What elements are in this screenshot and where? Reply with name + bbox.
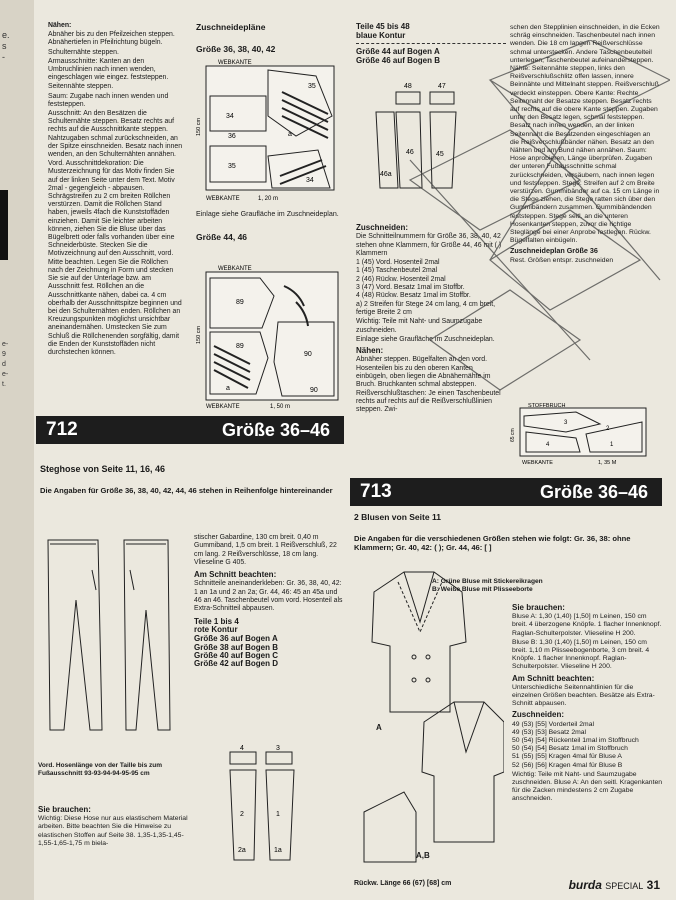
zuschneiden-45-text: Die Schnitteilnummern für Größe 36, 38, 40, 42 stehen ohne Klammern, für Größe 44, 46 mit ( ) Klammern [356, 233, 502, 257]
plan36-piece-2: 2 [606, 426, 610, 432]
section-712-sub: Die Angaben für Größe 36, 38, 40, 42, 44, 46 stehen in Reihenfolge hintereinander [40, 486, 333, 495]
713-schnitt-text: Unterschiedliche Seitennahtlinien für die einzelnen Größen beachten. Besätze als Extra-Schnitt abpausen. [512, 683, 655, 708]
naehen-45-text: Abnäher steppen. Bügelfalten an den vord. Hosenteilen bis zu den oberen Kanten einbügeln, oben liegen die Abnähernähte im Bruch. Bruchkanten schmal absteppen. Reißverschlußtaschen: Je einen Taschenbeutel rechts auf rechts auf die Reißverschlußlinien steppen. Zwi- [356, 356, 501, 414]
bogen-44: Größe 44 auf Bogen A [356, 47, 440, 56]
713-brauchen-title: Sie brauchen: [512, 603, 565, 612]
piece-45: 45 [436, 151, 444, 158]
cutting-plans-title: Zuschneidepläne [196, 22, 266, 32]
plan1-piece-35b: 35 [228, 163, 236, 170]
far-right-text: schen den Stepplinien einschneiden, in die Ecken schräg einschneiden. Taschenbeutel nach innen wenden. Die 18 cm langen Reißverschlüsse schmal unterstecken. Andere Taschenbeutelteil unterlegen, Taschenbeutel aufeinandersteppen. Nähte: Seitennähte steppen, links den Reißverschlußschlitz offen lassen, innere Beinnähte und Mittelnaht steppen. Reißverschluß verdeckt einsteppen. Obere Kante: Rechte Seitennaht der Besatze steppen. Besatz rechts auf rechts auf die obere Kante steppen. Zugaben unter den Besatz legen, schmal feststeppen. Besatz nach innen wenden, an der linken Seitennaht die Besatzenden eingeschlagen an die Reißverschlußbänder nähen. Besatz an den Nähten und am Bund nähen annähen. Saum: Hose anprobieren, Länge überprüfen. Zugaben der unteren Fußausschnitte schmal zurückschneiden, versäubern, nach innen legen und feststeppen. Stege: Streifen auf 2 cm Breite verstürzen. Gummibänder auf ca. 15 cm Länge in die Stege ziehen, die Stege ratten sich über den Gummibändern zusammen. Gummibändenden feststeppen. Stege seitl. an die unteren Hosenkanten steppen, zuvor die richtige Steglänge bei einer Anprobe festlegen. Rückw. Bügelfalten einbügeln. [510, 24, 660, 245]
712-bogen-1: Größe 36 auf Bogen A [194, 634, 278, 644]
plan2-webkante: WEBKANTE [218, 266, 252, 272]
713-brauchen-a: Bluse A: 1,30 (1,40) [1,50] m Leinen, 150 cm breit. 4 überzogene Knöpfe. 1 flacher Innenknopf. Raglan-Schulterpolster. Vlieseline H 200. [512, 613, 662, 637]
plan36-piece-4: 4 [546, 442, 550, 448]
zuschneiden-45-title: Zuschneiden: [356, 223, 409, 232]
section-713-band [350, 478, 662, 506]
712-schnitt-text: Schnitteile aneinanderkleben: Gr. 36, 38, 40, 42: 1 an 1a und 2 an 2a; Gr. 44, 46: 45 an 45a und 46 an 46. Taschenbeutel vom vord. Hosenteil als Extra-Schnitteil abpausen. [194, 580, 343, 613]
paragraph-3: Armausschnitte: Kanten an den Umbruchlinien nach innen wenden, eingeschlagen wie eingez. feststeppen. [48, 57, 169, 82]
712-material: stischer Gabardine, 130 cm breit. 0,40 m Gummiband, 1,5 cm breit. 1 Reißverschluß, 22 cm lang. 2 Reißverschlüsse, 18 cm lang. Vlieseline G 405. [194, 534, 337, 566]
712-kontur: rote Kontur [194, 624, 238, 634]
plan36-length: 1, 35 M [598, 460, 617, 466]
plan1-length: 1, 20 m [258, 196, 279, 202]
plan2-piece-89b: 89 [236, 343, 244, 350]
plan1-einlage-note: Einlage siehe Grauflächе im Zuschneideplan. [196, 210, 339, 218]
sewing-instructions-column [48, 22, 183, 358]
plan2-piece-90b: 90 [310, 387, 318, 394]
plan36-piece-1: 1 [610, 442, 614, 448]
712-brauchen-text: Wichtig: Diese Hose nur aus elastischem Material arbeiten. Bitte beachten Sie die Hinweise zu elastischen Stoffen auf Seite 38. 1,35-1,35-1,45-1,55-1,65-1,75 m biela- [38, 815, 188, 847]
plan1-sizes: Größe 36, 38, 40, 42 [196, 44, 276, 54]
plan36-sub: Rest. Größen entspr. zuschneiden [510, 256, 614, 264]
section-713-number: 713 [360, 481, 392, 502]
713-zus-3: 50 (54) [54] Rückenteil 1mal im Stoffbruch [512, 737, 639, 745]
steghose-caption: Vord. Hosenlänge von der Taille bis zum Fußausschnitt 93-93-94-94-95-95 cm [38, 762, 163, 777]
plan2-piece-90: 90 [304, 351, 312, 358]
teile-45-title: Teile 45 bis 48 [356, 22, 410, 31]
zus-item-1: 1 (45) Vord. Hosenteil 2mal [356, 259, 440, 267]
plan2-piece-a: a [226, 385, 230, 392]
713-zus-1: 49 (53) [55] Vorderteil 2mal [512, 720, 594, 728]
plan2-width: 150 cm [196, 325, 202, 344]
plan2-sizes: Größe 44, 46 [196, 232, 248, 242]
713-zus-5: 51 (55) [55] Kragen 4mal für Bluse A [512, 753, 622, 761]
712-brauchen [38, 806, 188, 849]
712-piece-1a: 1a [274, 847, 282, 854]
plan1-piece-35: 35 [308, 83, 316, 90]
naehen-45-title: Nähen: [356, 346, 384, 356]
713-wichtig: Wichtig: Teile mit Naht- und Saumzugabe zuschneiden. Bluse A: An den seitl. Kragenkanten für die Zacken mindestens 2 cm Zugabe anschneiden. [512, 770, 663, 803]
steghose-sketch [36, 520, 186, 750]
paragraph-4: Seitennähte steppen. [48, 83, 114, 91]
section-713-title: 2 Blusen von Seite 11 [354, 512, 441, 522]
section-713-size: Größe 36–46 [539, 482, 648, 502]
footer-brand: burda [568, 878, 602, 892]
713-right [512, 604, 662, 805]
plan36-piece-3: 3 [564, 420, 568, 426]
713-zus-4: 50 (54) [54] Besatz 1mal im Stoffbruch [512, 745, 628, 753]
plan2-webkante-bottom: WEBKANTE [206, 404, 240, 410]
blusen-sketch [354, 562, 504, 872]
plan36-width: 65 cm [510, 428, 516, 442]
teile-45-kontur: blaue Kontur [356, 31, 406, 40]
cutting-plan-1 [196, 56, 352, 206]
713-caption: Rückw. Länge 66 (67) [68] cm [354, 880, 452, 887]
footer-special: SPECIAL [605, 881, 644, 891]
plan1-piece-34b: 34 [306, 177, 314, 184]
712-piece-1: 1 [276, 811, 280, 818]
713-zus-6: 52 (56) [56] Kragen 4mal für Bluse B [512, 761, 623, 769]
plan2-length: 1, 50 m [270, 404, 291, 410]
plan1-piece-34: 34 [226, 113, 234, 120]
713-schnitt-title: Am Schnitt beachten: [512, 673, 595, 683]
piece-46a: 46a [380, 171, 392, 178]
plan36-title: Zuschneideplan Größe 36 [510, 246, 598, 256]
713-legend [432, 578, 592, 595]
plan1-webkante: WEBKANTE [218, 60, 252, 66]
naehen-title: Nähen: [48, 22, 72, 29]
713-zus-2: 49 (53) [53] Besatz 2mal [512, 728, 587, 736]
einlage-45: Einlage siehe Grauflächе im Zuschneideplan. [356, 335, 495, 343]
legend-a: A: Grüne Bluse mit Stickereikragen [432, 578, 543, 585]
section-712-band [36, 416, 344, 444]
712-pattern-pieces [210, 740, 340, 870]
712-bogen-3: Größe 40 auf Bogen C [194, 650, 279, 660]
712-bogen-4: Größe 42 auf Bogen D [194, 659, 279, 669]
legend-b: B: Weiße Bluse mit Plisseeborte [432, 586, 533, 593]
zus-item-5: 4 (48) Rückw. Besatz 1mal im Stoffbr. [356, 292, 471, 300]
section-713-sub: Die Angaben für die verschiedenen Größen stehen wie folgt: Gr. 36, 38: ohne Klammern; Gr. 40, 42: ( ); Gr. 44, 46: [ ] [354, 534, 631, 552]
diamond-decoration [370, 40, 670, 540]
cutting-plan-2 [192, 262, 352, 412]
label-a: A [376, 723, 382, 732]
label-ab: A,B [416, 851, 430, 860]
713-brauchen-b: Bluse B: 1,30 (1,40) [1,50] m Leinen, 150 cm breit. 1,10 m Plisseebogenborte, 3 cm breit. 4 Knöpfe. 1 flacher Innenknopf. Raglan-Schulterpolster. Vlieseline H 200. [512, 638, 650, 671]
bogen-46: Größe 46 auf Bogen B [356, 56, 441, 65]
section-712-title: Steghose von Seite 11, 16, 46 [40, 464, 166, 474]
plan36-stoffbruch: STOFFBRUCH [528, 403, 566, 409]
712-brauchen-title: Sie brauchen: [38, 805, 91, 814]
713-zus-title: Zuschneiden: [512, 710, 565, 720]
zus-item-6: a) 2 Streifen für Stege 24 cm lang, 4 cm breit, fertige Breite 2 cm [356, 300, 496, 316]
paragraph-5: Saum: Zugabe nach innen wenden und feststeppen. [48, 92, 169, 108]
paragraph-6: Ausschnitt: An den Besätzen die Schulternähte steppen. Besatz rechts auf rechts auf die Ausschnittkante steppen. Nahtzugaben schmal zurückschneiden, an der Spitze einschneiden. Besatz nach innen wenden, an den Schulternähten annähen. [48, 110, 183, 159]
paragraph-1: Abnäher bis zu den Pfeilzeichen steppen. Abnähertiefen in Pfeilrichtung bügeln. [48, 31, 175, 47]
712-piece-4: 4 [240, 745, 244, 752]
zus-item-2: 1 (45) Taschenbeutel 2mal [356, 267, 438, 275]
paragraph-2: Schulternähte steppen. [48, 48, 119, 56]
plan1-piece-36: 36 [228, 133, 236, 140]
712-bogen-2: Größe 38 auf Bogen B [194, 642, 279, 652]
plan1-webkante-bottom: WEBKANTE [206, 196, 240, 202]
page-footer [569, 878, 660, 892]
zus-item-3: 2 (46) Rückw. Hosenteil 2mal [356, 275, 446, 283]
plan1-width: 150 cm [196, 117, 202, 136]
footer-page-number: 31 [646, 878, 660, 892]
712-piece-2a: 2a [238, 847, 246, 854]
plan36-webkante: WEBKANTE [522, 460, 553, 466]
wichtig-45: Wichtig: Teile mit Naht- und Saumzugabe zuschneiden. [356, 318, 483, 334]
plan1-piece-a: a [288, 131, 292, 138]
712-schnitt-title: Am Schnitt beachten: [194, 570, 277, 580]
712-middle [194, 534, 344, 668]
section-712-number: 712 [46, 419, 78, 440]
section-712-size: Größe 36–46 [221, 420, 330, 440]
piece-48: 48 [404, 83, 412, 90]
712-piece-2: 2 [240, 811, 244, 818]
plan2-piece-89: 89 [236, 299, 244, 306]
piece-46: 46 [406, 149, 414, 156]
zus-item-4: 3 (47) Vord. Besatz 1mal im Stoffbr. [356, 284, 465, 292]
712-piece-3: 3 [276, 745, 280, 752]
previous-page-edge: e. s - e- 9 d e- t. [0, 0, 34, 900]
712-teile: Teile 1 bis 4 [194, 616, 239, 626]
piece-47: 47 [438, 83, 446, 90]
paragraph-7: Vord. Ausschnittdekoration: Die Musterzeichnung für das Motiv finden Sie auf der linken Seite unter dem Text. Motiv 2mal - gegengleich - abpausen. Schrägstreifen zu 2 cm breiten Röllchen verstürzen. Damit die Röllchen Stand haben, jeweils 4fach die Kunststoffäden einziehen. Damit Sie leichter arbeiten können, ziehen Sie die Bluse über das Bügelbrett oder falls vorhanden über eine Schneiderbüste. Stecken Sie die Motivzeichnung auf den Ausschnitt, vord. Mitte beachten. Legen Sie die Röllchen nach der Zeichnung in Form und stecken Sie sie auf der Unterlage bzw. am Ausschnitt fest. Röllchen an die Ausschnittkante nähen, dabei ca. 4 cm oberhalb der Ausschnittspitze beginnen und bei den Schulternähten enden. Röllchen an Kreuzungspunkten möglichst unsichtbar aneinandernähen. Umstecken Sie zum Schluß die Röllchenenden sorgfältig, damit die Enden der Kunststoffäden nicht durchstechen können. [48, 160, 182, 356]
